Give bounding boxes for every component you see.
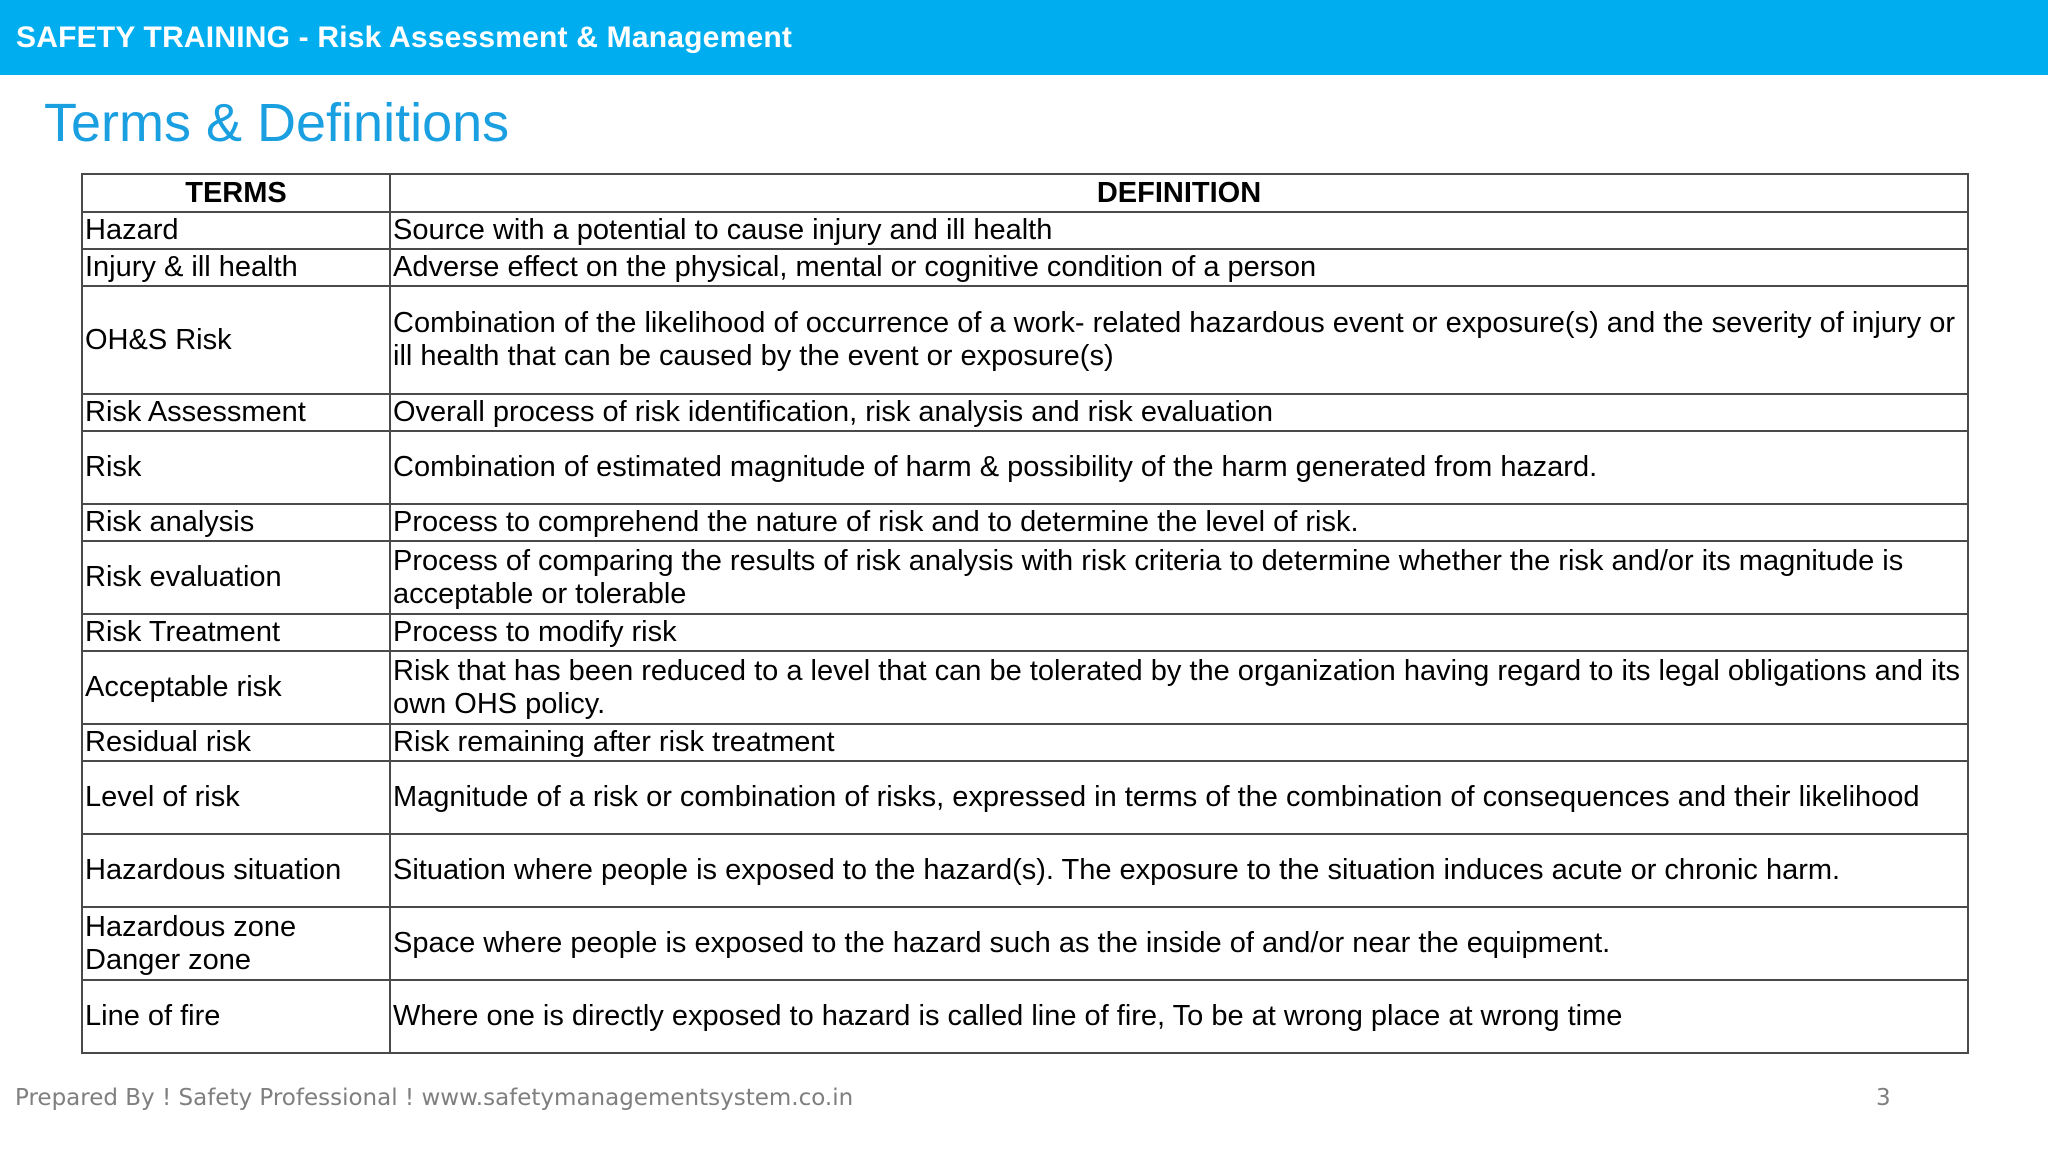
table-row bbox=[82, 761, 1968, 834]
term-cell: Risk bbox=[82, 431, 390, 504]
term-cell: Level of risk bbox=[82, 761, 390, 834]
terms-table bbox=[81, 173, 1969, 1054]
term-cell: Risk analysis bbox=[82, 504, 390, 541]
footer-prepared-by: Prepared By ! Safety Professional ! www.safetymanagementsystem.co.in bbox=[15, 1085, 854, 1111]
term-cell: Acceptable risk bbox=[82, 651, 390, 724]
table-row bbox=[82, 286, 1968, 394]
definition-cell: Where one is directly exposed to hazard is called line of fire, To be at wrong place at wrong time bbox=[390, 980, 1968, 1053]
definition-cell: Risk remaining after risk treatment bbox=[390, 724, 1968, 761]
definition-cell: Overall process of risk identification, risk analysis and risk evaluation bbox=[390, 394, 1968, 431]
definition-cell: Process of comparing the results of risk analysis with risk criteria to determine whether the risk and/or its magnitude is acceptable or tolerable bbox=[390, 541, 1968, 614]
table-row bbox=[82, 724, 1968, 761]
term-cell: Risk Assessment bbox=[82, 394, 390, 431]
table-row bbox=[82, 541, 1968, 614]
table-row bbox=[82, 980, 1968, 1053]
term-cell: Hazard bbox=[82, 212, 390, 249]
term-cell: Hazardous situation bbox=[82, 834, 390, 907]
page-number: 3 bbox=[1876, 1085, 1891, 1111]
header-bar bbox=[0, 0, 2048, 75]
term-cell: Risk evaluation bbox=[82, 541, 390, 614]
term-cell: OH&S Risk bbox=[82, 286, 390, 394]
table-row bbox=[82, 394, 1968, 431]
table-row bbox=[82, 614, 1968, 651]
table-row bbox=[82, 249, 1968, 286]
table-row bbox=[82, 907, 1968, 980]
definition-cell: Space where people is exposed to the hazard such as the inside of and/or near the equipment. bbox=[390, 907, 1968, 980]
term-cell: Risk Treatment bbox=[82, 614, 390, 651]
column-header-terms: TERMS bbox=[82, 174, 390, 212]
table-row bbox=[82, 504, 1968, 541]
table-header-row bbox=[82, 174, 1968, 212]
term-cell: Hazardous zone Danger zone bbox=[82, 907, 390, 980]
term-cell: Line of fire bbox=[82, 980, 390, 1053]
definition-cell: Magnitude of a risk or combination of risks, expressed in terms of the combination of consequences and their likelihood bbox=[390, 761, 1968, 834]
column-header-definition: DEFINITION bbox=[390, 174, 1968, 212]
term-cell: Injury & ill health bbox=[82, 249, 390, 286]
definition-cell: Combination of the likelihood of occurrence of a work- related hazardous event or exposure(s) and the severity of injury or ill health that can be caused by the event or exposure(s) bbox=[390, 286, 1968, 394]
definition-cell: Process to comprehend the nature of risk and to determine the level of risk. bbox=[390, 504, 1968, 541]
header-title: SAFETY TRAINING - Risk Assessment & Management bbox=[16, 20, 793, 54]
definition-cell: Risk that has been reduced to a level that can be tolerated by the organization having regard to its legal obligations and its own OHS policy. bbox=[390, 651, 1968, 724]
definition-cell: Situation where people is exposed to the hazard(s). The exposure to the situation induces acute or chronic harm. bbox=[390, 834, 1968, 907]
definition-cell: Combination of estimated magnitude of harm & possibility of the harm generated from hazard. bbox=[390, 431, 1968, 504]
table-row bbox=[82, 431, 1968, 504]
table-row bbox=[82, 212, 1968, 249]
definition-cell: Adverse effect on the physical, mental or cognitive condition of a person bbox=[390, 249, 1968, 286]
page-title: Terms & Definitions bbox=[44, 93, 510, 153]
definition-cell: Process to modify risk bbox=[390, 614, 1968, 651]
term-cell: Residual risk bbox=[82, 724, 390, 761]
table-row bbox=[82, 834, 1968, 907]
definition-cell: Source with a potential to cause injury and ill health bbox=[390, 212, 1968, 249]
table-row bbox=[82, 651, 1968, 724]
